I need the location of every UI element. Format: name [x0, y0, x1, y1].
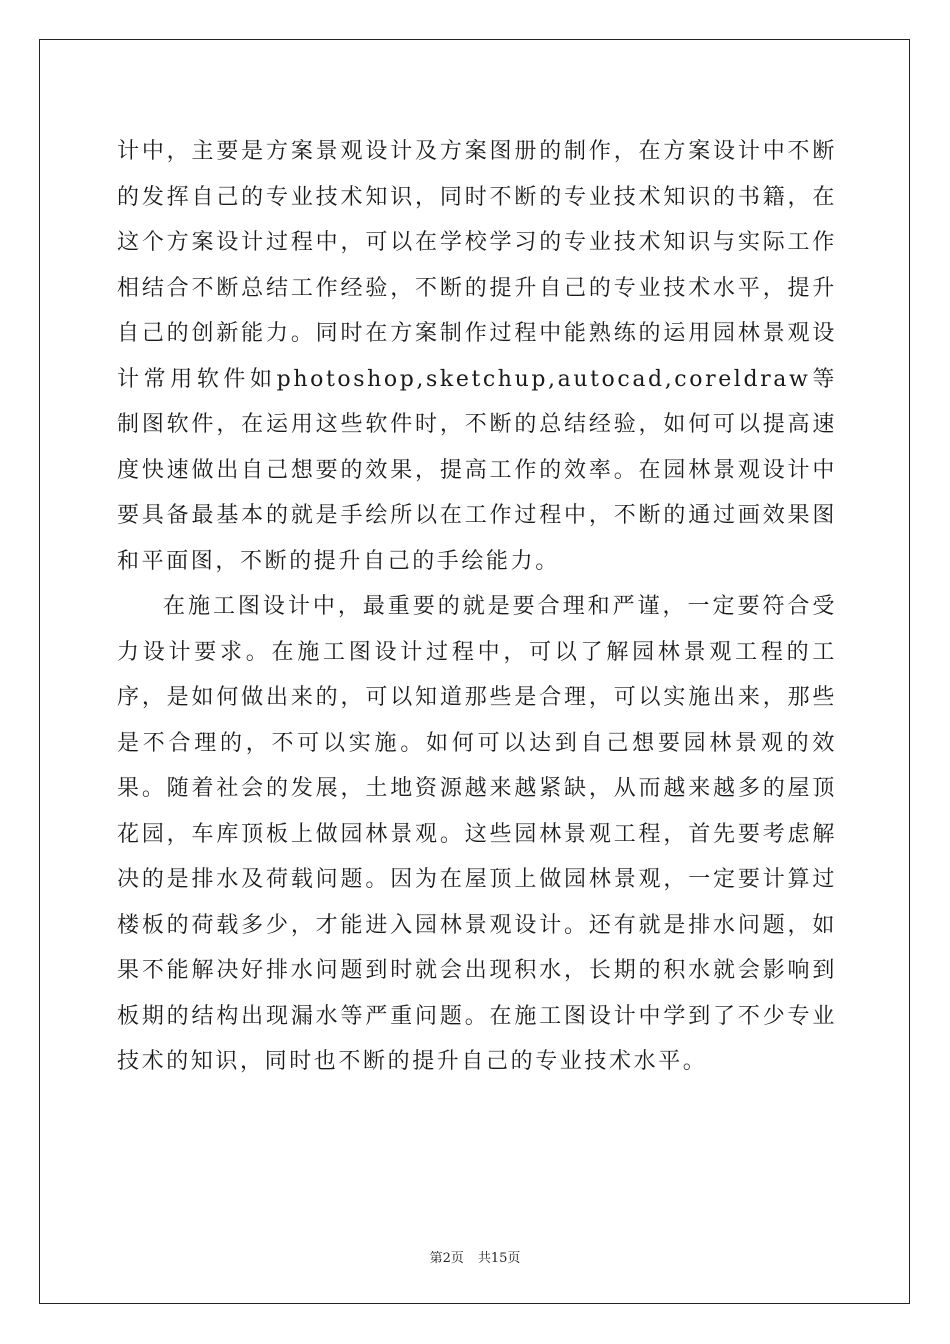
- paragraph-1: 计中，主要是方案景观设计及方案图册的制作，在方案设计中不断的发挥自己的专业技术知识，同时不断的专业技术知识的书籍，在这个方案设计过程中，可以在学校学习的专业技术知识与实际工作相结合不断总结工作经验，不断的提升自己的专业技术水平，提升自己的创新能力。同时在方案制作过程中能熟练的运用园林景观设计常用软件如photoshop,sketchup,autocad,coreldraw等制图软件，在运用这些软件时，不断的总结经验，如何可以提高速度快速做出自己想要的效果，提高工作的效率。在园林景观设计中要具备最基本的就是手绘所以在工作过程中，不断的通过画效果图和平面图，不断的提升自己的手绘能力。: [117, 139, 837, 574]
- page-number: 第2页: [429, 1251, 464, 1266]
- page-total: 共15页: [477, 1251, 521, 1266]
- document-body: [117, 129, 837, 1085]
- paragraph-2: 在施工图设计中，最重要的就是要合理和严谨，一定要符合受力设计要求。在施工图设计过程中，可以了解园林景观工程的工序，是如何做出来的，可以知道那些是合理，可以实施出来，那些是不合理的，不可以实施。如何可以达到自己想要园林景观的效果。随着社会的发展，土地资源越来越紧缺，从而越来越多的屋顶花园，车库顶板上做园林景观。这些园林景观工程，首先要考虑解决的是排水及荷载问题。因为在屋顶上做园林景观，一定要计算过楼板的荷载多少，才能进入园林景观设计。还有就是排水问题，如果不能解决好排水问题到时就会出现积水，长期的积水就会影响到板期的结构出现漏水等严重问题。在施工图设计中学到了不少专业技术的知识，同时也不断的提升自己的专业技术水平。: [117, 594, 837, 1074]
- page-footer: [0, 1247, 950, 1266]
